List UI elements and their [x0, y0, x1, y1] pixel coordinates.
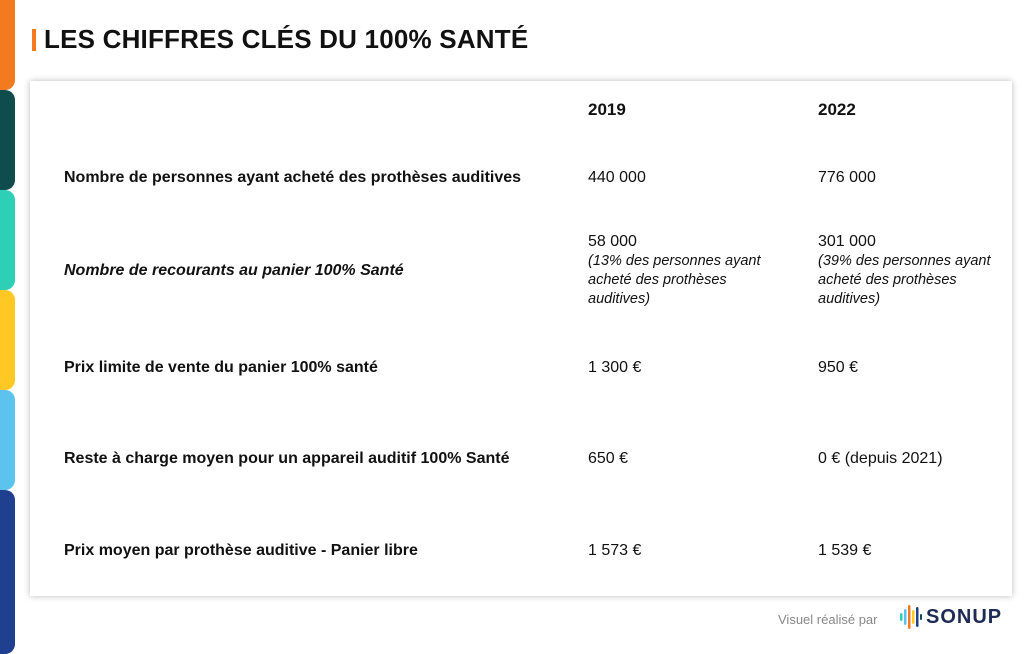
value-2022: 301 000 — [818, 233, 876, 250]
value-2019: 58 000 — [588, 233, 637, 250]
stripe-navy — [0, 490, 15, 654]
value-2019: 650 € — [588, 450, 629, 467]
stripe-light-blue — [0, 390, 15, 490]
column-header-2019: 2019 — [588, 100, 626, 119]
page-title: LES CHIFFRES CLÉS DU 100% SANTÉ — [44, 24, 529, 54]
row-label: Nombre de personnes ayant acheté des prothèses auditives — [64, 169, 522, 186]
row-label: Prix limite de vente du panier 100% santé — [64, 359, 378, 376]
data-table-card — [30, 81, 1012, 596]
row-label: Prix moyen par prothèse auditive - Panier libre — [64, 542, 418, 559]
sonup-logo — [900, 604, 1002, 630]
value-2019: 1 573 € — [588, 542, 642, 559]
stripe-dark-teal — [0, 90, 15, 190]
value-2019-block — [588, 232, 778, 309]
value-2022-block — [818, 232, 1008, 309]
value-2022: 776 000 — [818, 169, 876, 186]
value-2022: 0 € (depuis 2021) — [818, 450, 943, 467]
row-label: Nombre de recourants au panier 100% Santé — [64, 262, 404, 279]
value-2019: 1 300 € — [588, 359, 642, 376]
sound-wave-icon — [900, 604, 922, 630]
stripe-yellow — [0, 290, 15, 390]
title-block — [32, 24, 528, 55]
value-2022-note: (39% des personnes ayant acheté des prothèses auditives) — [818, 253, 991, 307]
stripe-orange — [0, 0, 15, 90]
value-2022: 1 539 € — [818, 542, 872, 559]
title-accent-bar — [32, 29, 36, 51]
row-label: Reste à charge moyen pour un appareil auditif 100% Santé — [64, 450, 510, 467]
value-2019: 440 000 — [588, 169, 646, 186]
brand-name: SONUP — [926, 605, 1003, 628]
value-2022: 950 € — [818, 359, 859, 376]
value-2019-note: (13% des personnes ayant acheté des prothèses auditives) — [588, 253, 761, 307]
stripe-turquoise — [0, 190, 15, 290]
credit-text: Visuel réalisé par — [778, 612, 878, 627]
column-header-2022: 2022 — [818, 100, 856, 119]
decorative-stripes — [0, 0, 15, 644]
